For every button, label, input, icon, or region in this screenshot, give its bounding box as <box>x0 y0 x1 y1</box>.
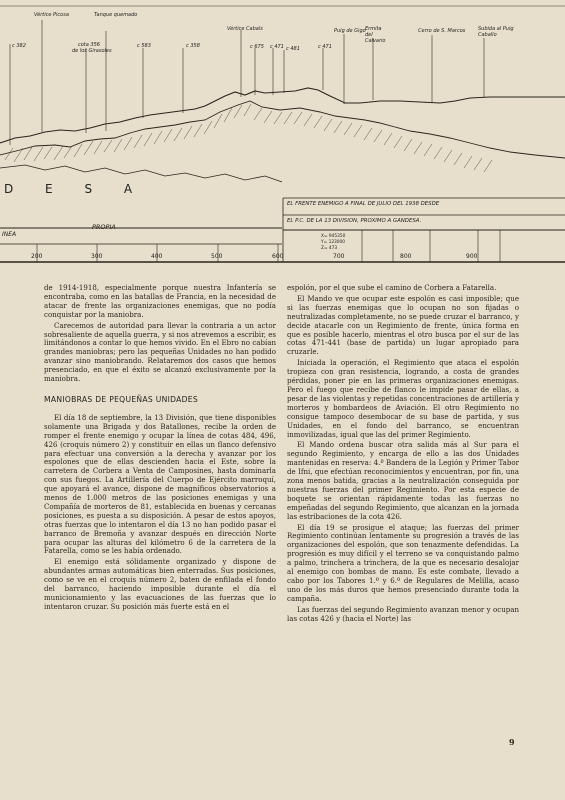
paragraph: El Mando ve que ocupar este espolón es casi imposible; que si las fuerzas enemigas que lo ocupan no son fijadas o neutralizadas completamente, no se puede cruzar el barranco, y decide atacarle con un Regimiento de frente, única forma en que es posible hacerlo, mientras el otro busca por el sur de las cotas 471-441 (base de partida) un lugar apropiado para cruzarle. <box>287 293 519 357</box>
ruler-label: 800 <box>400 253 412 260</box>
coord-y: Y= 123000 <box>321 240 345 245</box>
section-heading: MANIOBRAS DE PEQUEÑAS UNIDADES <box>44 394 198 404</box>
ruler-label: 400 <box>151 253 163 260</box>
ruler-label: 700 <box>333 253 345 260</box>
paragraph: El Mando ordena buscar otra salida más al Sur para el segundo Regimiento, y encarga de ello a las dos Unidades mantenidas en reserva: 4.ª Bandera de la Legión y Primer Tabor de Ifni, que efectúan reconocimientos y encuentran, por fin, una zona menos batida, gracias a la neutralización conseguida por nuestras fuerzas del primer Regimiento. Por esta especie de boquete se orientan rápidamente todas las fuerzas no empeñadas del segundo Regimiento, que alcanzan en la jornada las estribaciones de la cota 426. <box>287 440 519 521</box>
cota-label: c 471 <box>270 44 284 50</box>
peak-label-cabalo: Subida al Puig Caballo <box>478 26 514 38</box>
coord-z: Z= 473 <box>321 246 338 251</box>
ruler-label: 300 <box>91 253 103 260</box>
paragraph: El día 19 se prosigue el ataque; las fuerzas del primer Regimiento continúan lentamente su progresión a través de las organizaciones del espolón, que son tenazmente defendidas. La progresión es muy difícil y el terreno se va conquistando palmo a palmo, trinchera a trinchera, de la que es necesario desalojar al enemigo con bombas de mano. Es este combate, llevado a cabo por los Tabores 1.º y 6.º de Regulares de Melilla, acaso uno de los más duros que hemos presenciado durante toda la campaña. <box>287 522 519 603</box>
paragraph: Iniciada la operación, el Regimiento que ataca el espolón tropieza con gran resistencia, logrando, a costa de grandes pérdidas, poner pie en las primeras organizaciones enemigas. Pero el fuego que recibe de flanco le impide pasar de ellas, a pesar de las violentas y repetidas concentraciones de artillería y morteros y bombardeos de Aviación. El otro Regimiento no consigue tampoco desembocar de su base de partida, y sus Unidades, en el fondo del barranco, se encuentran inmovilizadas, igual que las del primer Regimiento. <box>287 358 519 439</box>
ruler-label: 200 <box>31 253 43 260</box>
paragraph: de 1914-1918, especialmente porque nuestra Infantería se encontraba, como en las batallas de Francia, en la necesidad de atacar de frente las organizaciones enemigas, que no podía conquistar por la maniobra. <box>44 283 276 319</box>
cota-label: c 382 <box>12 43 26 49</box>
panorama-drawing <box>0 0 565 272</box>
peak-label-cabals: Vértice Cabals <box>227 26 263 32</box>
map-label-desa: D E S A <box>4 182 147 196</box>
ruler-label: 500 <box>211 253 223 260</box>
peak-label-picosa: Vértice Picosa <box>34 12 69 18</box>
legend-line-1: EL FRENTE ENEMIGO A FINAL DE JULIO DEL 1938 DESDE <box>287 201 440 207</box>
peak-label-marcos: Cerro de S. Marcos <box>418 28 466 34</box>
cota-label: c 583 <box>137 43 151 49</box>
paragraph: espolón, por el que sube el camino de Corbera a Fatarella. <box>287 283 497 292</box>
peak-label-calvario: Ermita del Calvario <box>365 26 386 44</box>
peak-label-gigo: Puig de Gigo <box>334 28 366 34</box>
paragraph: Carecemos de autoridad para llevar la contraria a un actor sobresaliente de aquella guerra, y si nos atrevemos a escribir, es limitándonos a contar lo que hemos vivido. En el Ebro no cabían grandes maniobras; pero las pequeñas Unidades no han podido avanzar sino maniobrando. Relataremos dos casos que hemos presenciado, en que el éxito se alcanzó exclusivamente por la maniobra. <box>44 320 277 384</box>
paragraph: El día 18 de septiembre, la 13 División, que tiene disponibles solamente una Brigada y dos Batallones, recibe la orden de romper el frente enemigo y ocupar la línea de cotas 484, 496, 426 (croquis número 2) y constituir en ellas un flanco defensivo para efectuar una conversión a la derecha y avanzar por los espolones que de ellas descienden hacia el Este, sobre la carretera de Corbera a Venta de Camposines, hasta dominarla con sus fuegos. La Artillería del Cuerpo de Ejército marroquí, que apoyará el avance, dispone de magníficos observatorios a menos de 1.000 metros de las posiciones enemigas y una Compañía de morteros de 81, establecida en buenas y cercanas posiciones, es puesta a su disposición. A pesar de estos apoyos, otras fuerzas que lo intentaron el día 13 no han podido pasar el barranco de Bremoña y avanzar después en dirección Norte para ocupar las alturas del kilómetro 6 de la carretera de la Fatarella, como se les había ordenado. <box>44 412 276 556</box>
peak-label-cota-356: cota 356 <box>78 42 100 48</box>
panorama-sketch <box>0 0 565 272</box>
coord-x: X= 945350 <box>321 234 346 239</box>
map-label-propia: PROPIA <box>92 223 116 231</box>
paragraph: El enemigo está sólidamente organizado y dispone de abundantes armas automáticas bien enterradas. Sus posiciones, como se ve en el croquis número 2, baten de enfilada el fondo del barranco, haciendo imposible durante el día el municionamiento y las evacuaciones de las fuerzas que lo intentaron cruzar. Su posición más fuerte está en el <box>44 557 276 611</box>
legend-line-2: EL P.C. DE LA 13 DIVISION, PROXIMO A GANDESA. <box>287 218 422 224</box>
cota-label: c 471 <box>318 44 332 50</box>
cota-label: c 675 <box>250 44 264 50</box>
right-column <box>287 284 519 626</box>
map-label-linea: INEA <box>2 231 17 238</box>
page-number: 9 <box>509 737 515 747</box>
paragraph: Las fuerzas del segundo Regimiento avanzan menor y ocupan las cotas 426 y (hacia el Norte) las <box>287 604 519 623</box>
cota-label: c 481 <box>286 46 300 52</box>
peak-label-tanque: Tanque quemado <box>94 12 138 18</box>
ruler-label: 900 <box>466 253 478 260</box>
cota-label: c 358 <box>186 43 200 49</box>
left-column <box>44 284 276 614</box>
ruler-label: 600 <box>272 253 284 260</box>
peak-label-girasoles: de los Girasoles <box>72 48 112 54</box>
